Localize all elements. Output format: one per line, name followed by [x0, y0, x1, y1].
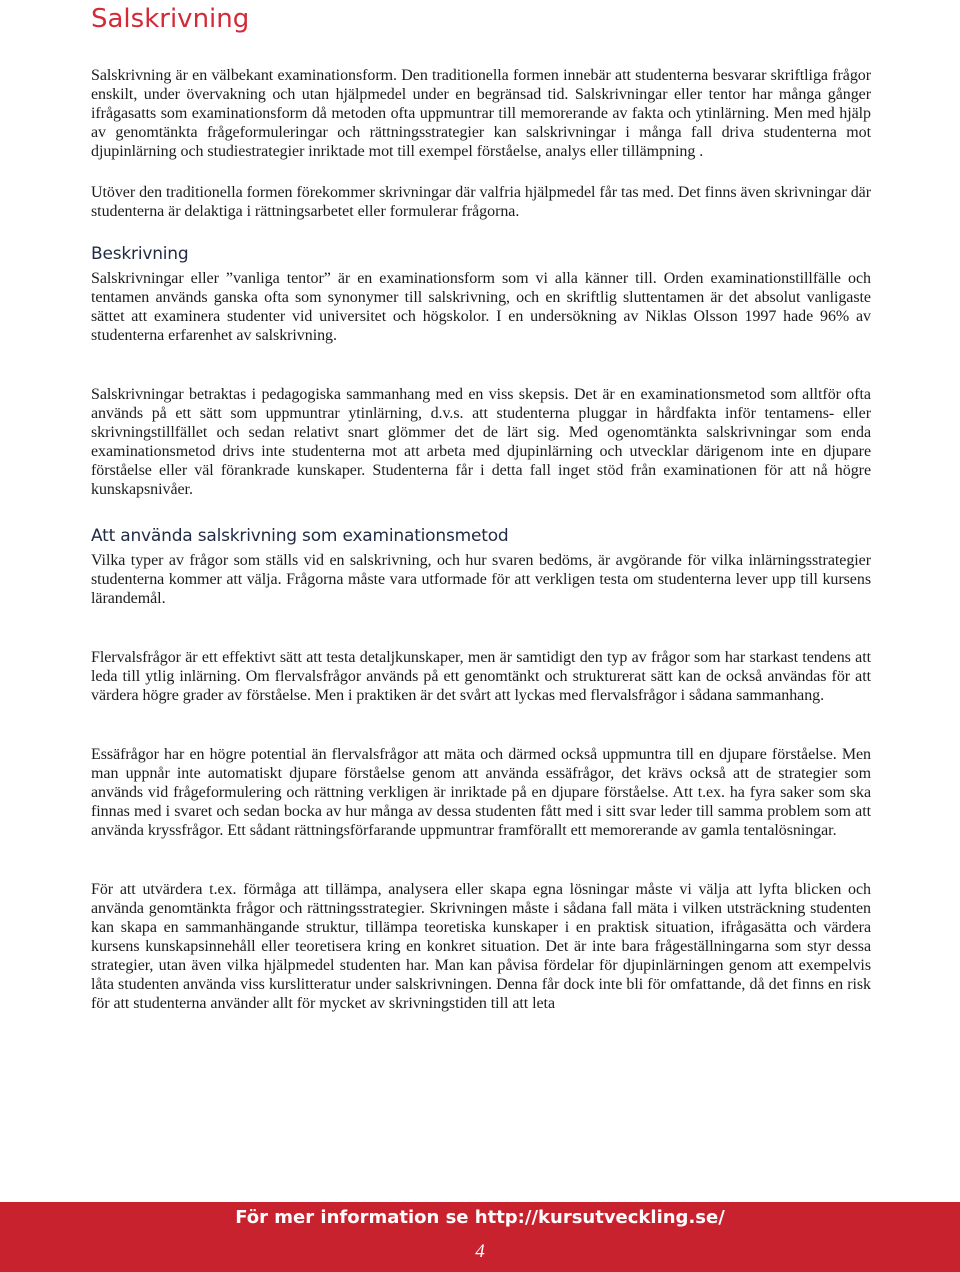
section-heading-att-anvanda: Att använda salskrivning som examinationsmetod [91, 526, 509, 546]
att-anvanda-paragraph-4: För att utvärdera t.ex. förmåga att tillämpa, analysera eller skapa egna lösningar måste vi välja att lyfta blicken och använda genomtänkta frågor och rättningsstrategier. Skrivningen måste i sådana fall mäta i vilken utsträckning studenten kan skapa en sammanhängande struktur, tillämpa teoretiska kunskaper i en praktisk situation, ifrågasätta och värdera kursens kunskapsinnehåll eller teoretisera kring en konkret situation. Det är inte bara frågeställningarna som styr dessa strategier, utan även vilka hjälpmedel studenten har. Man kan påvisa fördelar för djupinlärningen genom att exempelvis låta studenten använda viss kurslitteratur under salskrivningen. Denna får dock inte bli för omfattande, då det finns en risk för att studenterna använder allt för mycket av skrivningstiden till att leta [91, 881, 871, 1012]
att-anvanda-paragraph-1: Vilka typer av frågor som ställs vid en salskrivning, och hur svaren bedöms, är avgörande för vilka inlärningsstrategier studenterna kommer att välja. Frågorna måste vara utformade för att verkligen testa om studenterna lever upp till kursens lärandemål. [91, 552, 871, 607]
intro-paragraph-1: Salskrivning är en välbekant examinationsform. Den traditionella formen innebär att studenterna besvarar skriftliga frågor enskilt, under övervakning och utan hjälpmedel under en begränsad tid. Salskrivningar eller tentor har många gånger ifrågasatts som examinationsform då metoden ofta uppmuntrar till memorerande av fakta och ytinlärning. Men med hjälp av genomtänkta frågeformuleringar och rättningsstrategier kan salskrivningar i många fall driva studenterna mot djupinlärning och studiestrategier inriktade mot till exempel förståelse, analys eller tillämpning . [91, 67, 871, 160]
beskrivning-paragraph-2: Salskrivningar betraktas i pedagogiska sammanhang med en viss skepsis. Det är en examinationsmetod som alltför ofta används på ett sätt som uppmuntrar ytinlärning, d.v.s. att studenterna pluggar in hårdfakta inför tentamens- eller skrivningstillfället och sedan relativt snart glömmer det de lärt sig. Med ogenomtänkta salskrivningar som enda examinationsmetod drivs inte studenterna mot att arbeta med djupinlärning och utvecklar därigenom inte en djupare förståelse eller väl förankrade kunskaper. Studenterna får i detta fall inget stöd från examinationen för att nå högre kunskapsnivåer. [91, 386, 871, 498]
att-anvanda-paragraph-2: Flervalsfrågor är ett effektivt sätt att testa detaljkunskaper, men är samtidigt den typ av frågor som har starkast tendens att leda till ytlig inlärning. Om flervalsfrågor används på ett genomtänkt och strukturerat sätt kan de också användas för att värdera högre grader av förståelse. Men i praktiken är det svårt att lyckas med flervalsfrågor i sådana sammanhang. [91, 649, 871, 704]
att-anvanda-paragraph-3: Essäfrågor har en högre potential än flervalsfrågor att mäta och därmed också uppmuntra till en djupare förståelse. Men man uppnår inte automatiskt djupare förståelse genom att använda essäfrågor, det krävs också att de strategier som används vid frågeformulering och rättning verkligen är inriktade på en djupare förståelse. Att t.ex. ha fyra saker som ska finnas med i svaret och sedan bocka av hur många av dessa studenten fått med i sitt svar leder till samma problem som att använda kryssfrågor. Ett sådant rättningsförfarande uppmuntrar framförallt ett memorerande av gamla tentalösningar. [91, 746, 871, 839]
intro-paragraph-2: Utöver den traditionella formen förekommer skrivningar där valfria hjälpmedel får tas med. Det finns även skrivningar där studenterna är delaktiga i rättningsarbetet eller formulerar frågorna. [91, 184, 871, 220]
beskrivning-paragraph-1: Salskrivningar eller ”vanliga tentor” är en examinationsform som vi alla känner till. Orden examinationstillfälle och tentamen används ganska ofta som synonymer till salskrivning, och en skriftlig sluttentamen är det absolut vanligaste sättet att examinera studenter vid universitet och högskolor. I en undersökning av Niklas Olsson 1997 hade 96% av studenterna erfarenhet av salskrivning. [91, 270, 871, 344]
page-number: 4 [475, 1241, 485, 1262]
page-title: Salskrivning [91, 4, 250, 34]
document-body [91, 66, 871, 1013]
section-heading-beskrivning: Beskrivning [91, 244, 189, 264]
footer-info-link[interactable]: För mer information se http://kursutveckling.se/ [235, 1207, 725, 1228]
